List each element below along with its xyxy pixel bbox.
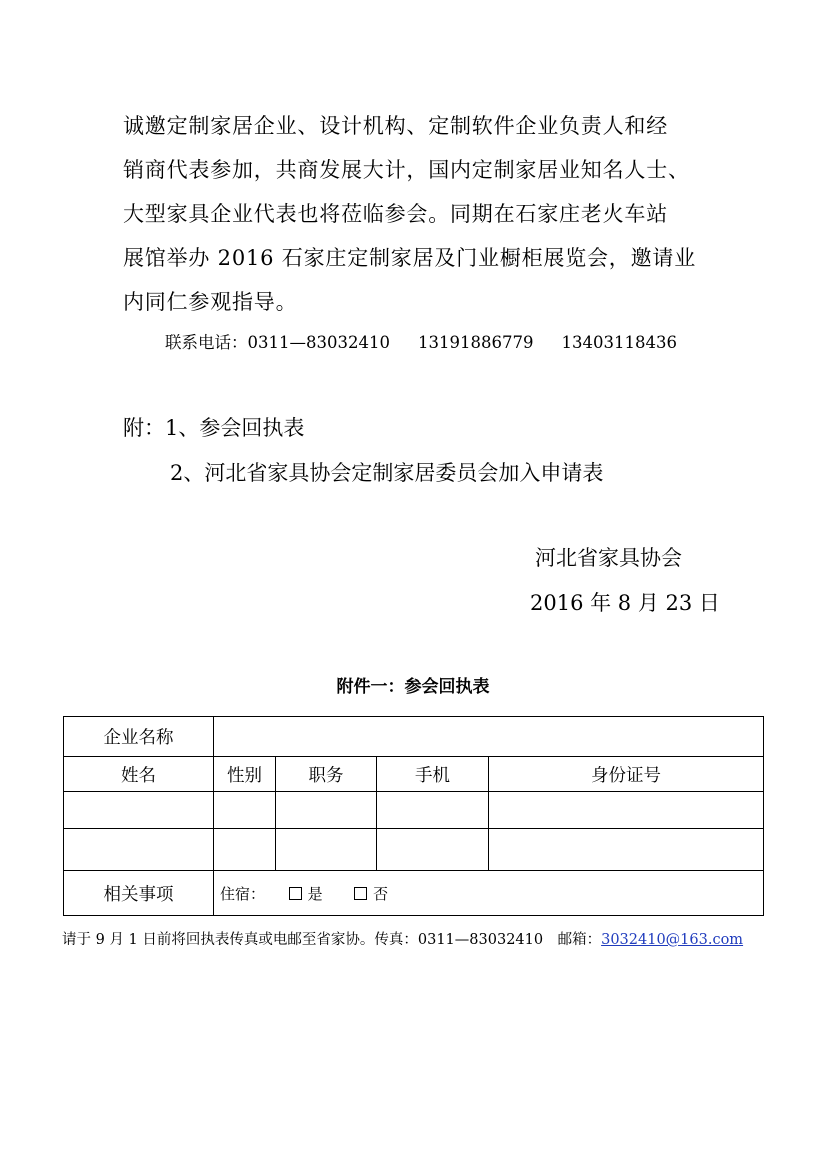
signature-date: 2016 年 8 月 23 日: [530, 591, 720, 615]
company-field[interactable]: [214, 717, 764, 757]
position-field[interactable]: [276, 829, 377, 871]
attachment-item-1: 附：1、参会回执表: [123, 416, 305, 440]
mobile-field[interactable]: [377, 792, 489, 829]
header-id-number: 身份证号: [489, 757, 764, 792]
lodging-no-label: 否: [373, 884, 389, 903]
body-line-2: 销商代表参加，共商发展大计，国内定制家居业知名人士、: [123, 158, 690, 182]
related-label: 相关事项: [64, 871, 214, 916]
position-field[interactable]: [276, 792, 377, 829]
id-number-field[interactable]: [489, 792, 764, 829]
header-row: [64, 757, 764, 792]
email-link[interactable]: 3032410@163.com: [601, 932, 744, 948]
table-row: [64, 792, 764, 829]
header-name: 姓名: [64, 757, 214, 792]
lodging-yes-checkbox[interactable]: [289, 887, 302, 900]
related-row: [64, 871, 764, 916]
header-position: 职务: [276, 757, 377, 792]
company-row: [64, 717, 764, 757]
lodging-cell: [214, 871, 764, 916]
lodging-no-checkbox[interactable]: [354, 887, 367, 900]
attachment-item-2: 2、河北省家具协会定制家居委员会加入申请表: [170, 461, 604, 485]
signature-org: 河北省家具协会: [535, 546, 682, 570]
body-line-1: 诚邀定制家居企业、设计机构、定制软件企业负责人和经: [123, 114, 668, 138]
contact-line: [165, 329, 677, 353]
contact-phone-2: 13191886779: [417, 333, 534, 352]
contact-label: 联系电话：0311—83032410: [165, 333, 390, 352]
id-number-field[interactable]: [489, 829, 764, 871]
submission-note-text: 请于 9 月 1 日前将回执表传真或电邮至省家协。传真：0311—83032410 邮箱：: [62, 932, 602, 948]
body-line-4: 展馆举办 2016 石家庄定制家居及门业橱柜展览会，邀请业: [123, 246, 696, 270]
body-line-3: 大型家具企业代表也将莅临参会。同期在石家庄老火车站: [123, 202, 668, 226]
gender-field[interactable]: [214, 829, 276, 871]
company-label: 企业名称: [64, 717, 214, 757]
lodging-yes-label: 是: [307, 884, 323, 903]
name-field[interactable]: [64, 792, 214, 829]
lodging-label: 住宿：: [220, 884, 266, 903]
header-gender: 性别: [214, 757, 276, 792]
submission-note: [62, 928, 743, 949]
table-row: [64, 829, 764, 871]
contact-phone-3: 13403118436: [561, 333, 677, 352]
name-field[interactable]: [64, 829, 214, 871]
receipt-form-table: [63, 716, 764, 916]
header-mobile: 手机: [377, 757, 489, 792]
mobile-field[interactable]: [377, 829, 489, 871]
body-line-5: 内同仁参观指导。: [123, 290, 298, 314]
gender-field[interactable]: [214, 792, 276, 829]
form-title: 附件一：参会回执表: [336, 677, 490, 697]
